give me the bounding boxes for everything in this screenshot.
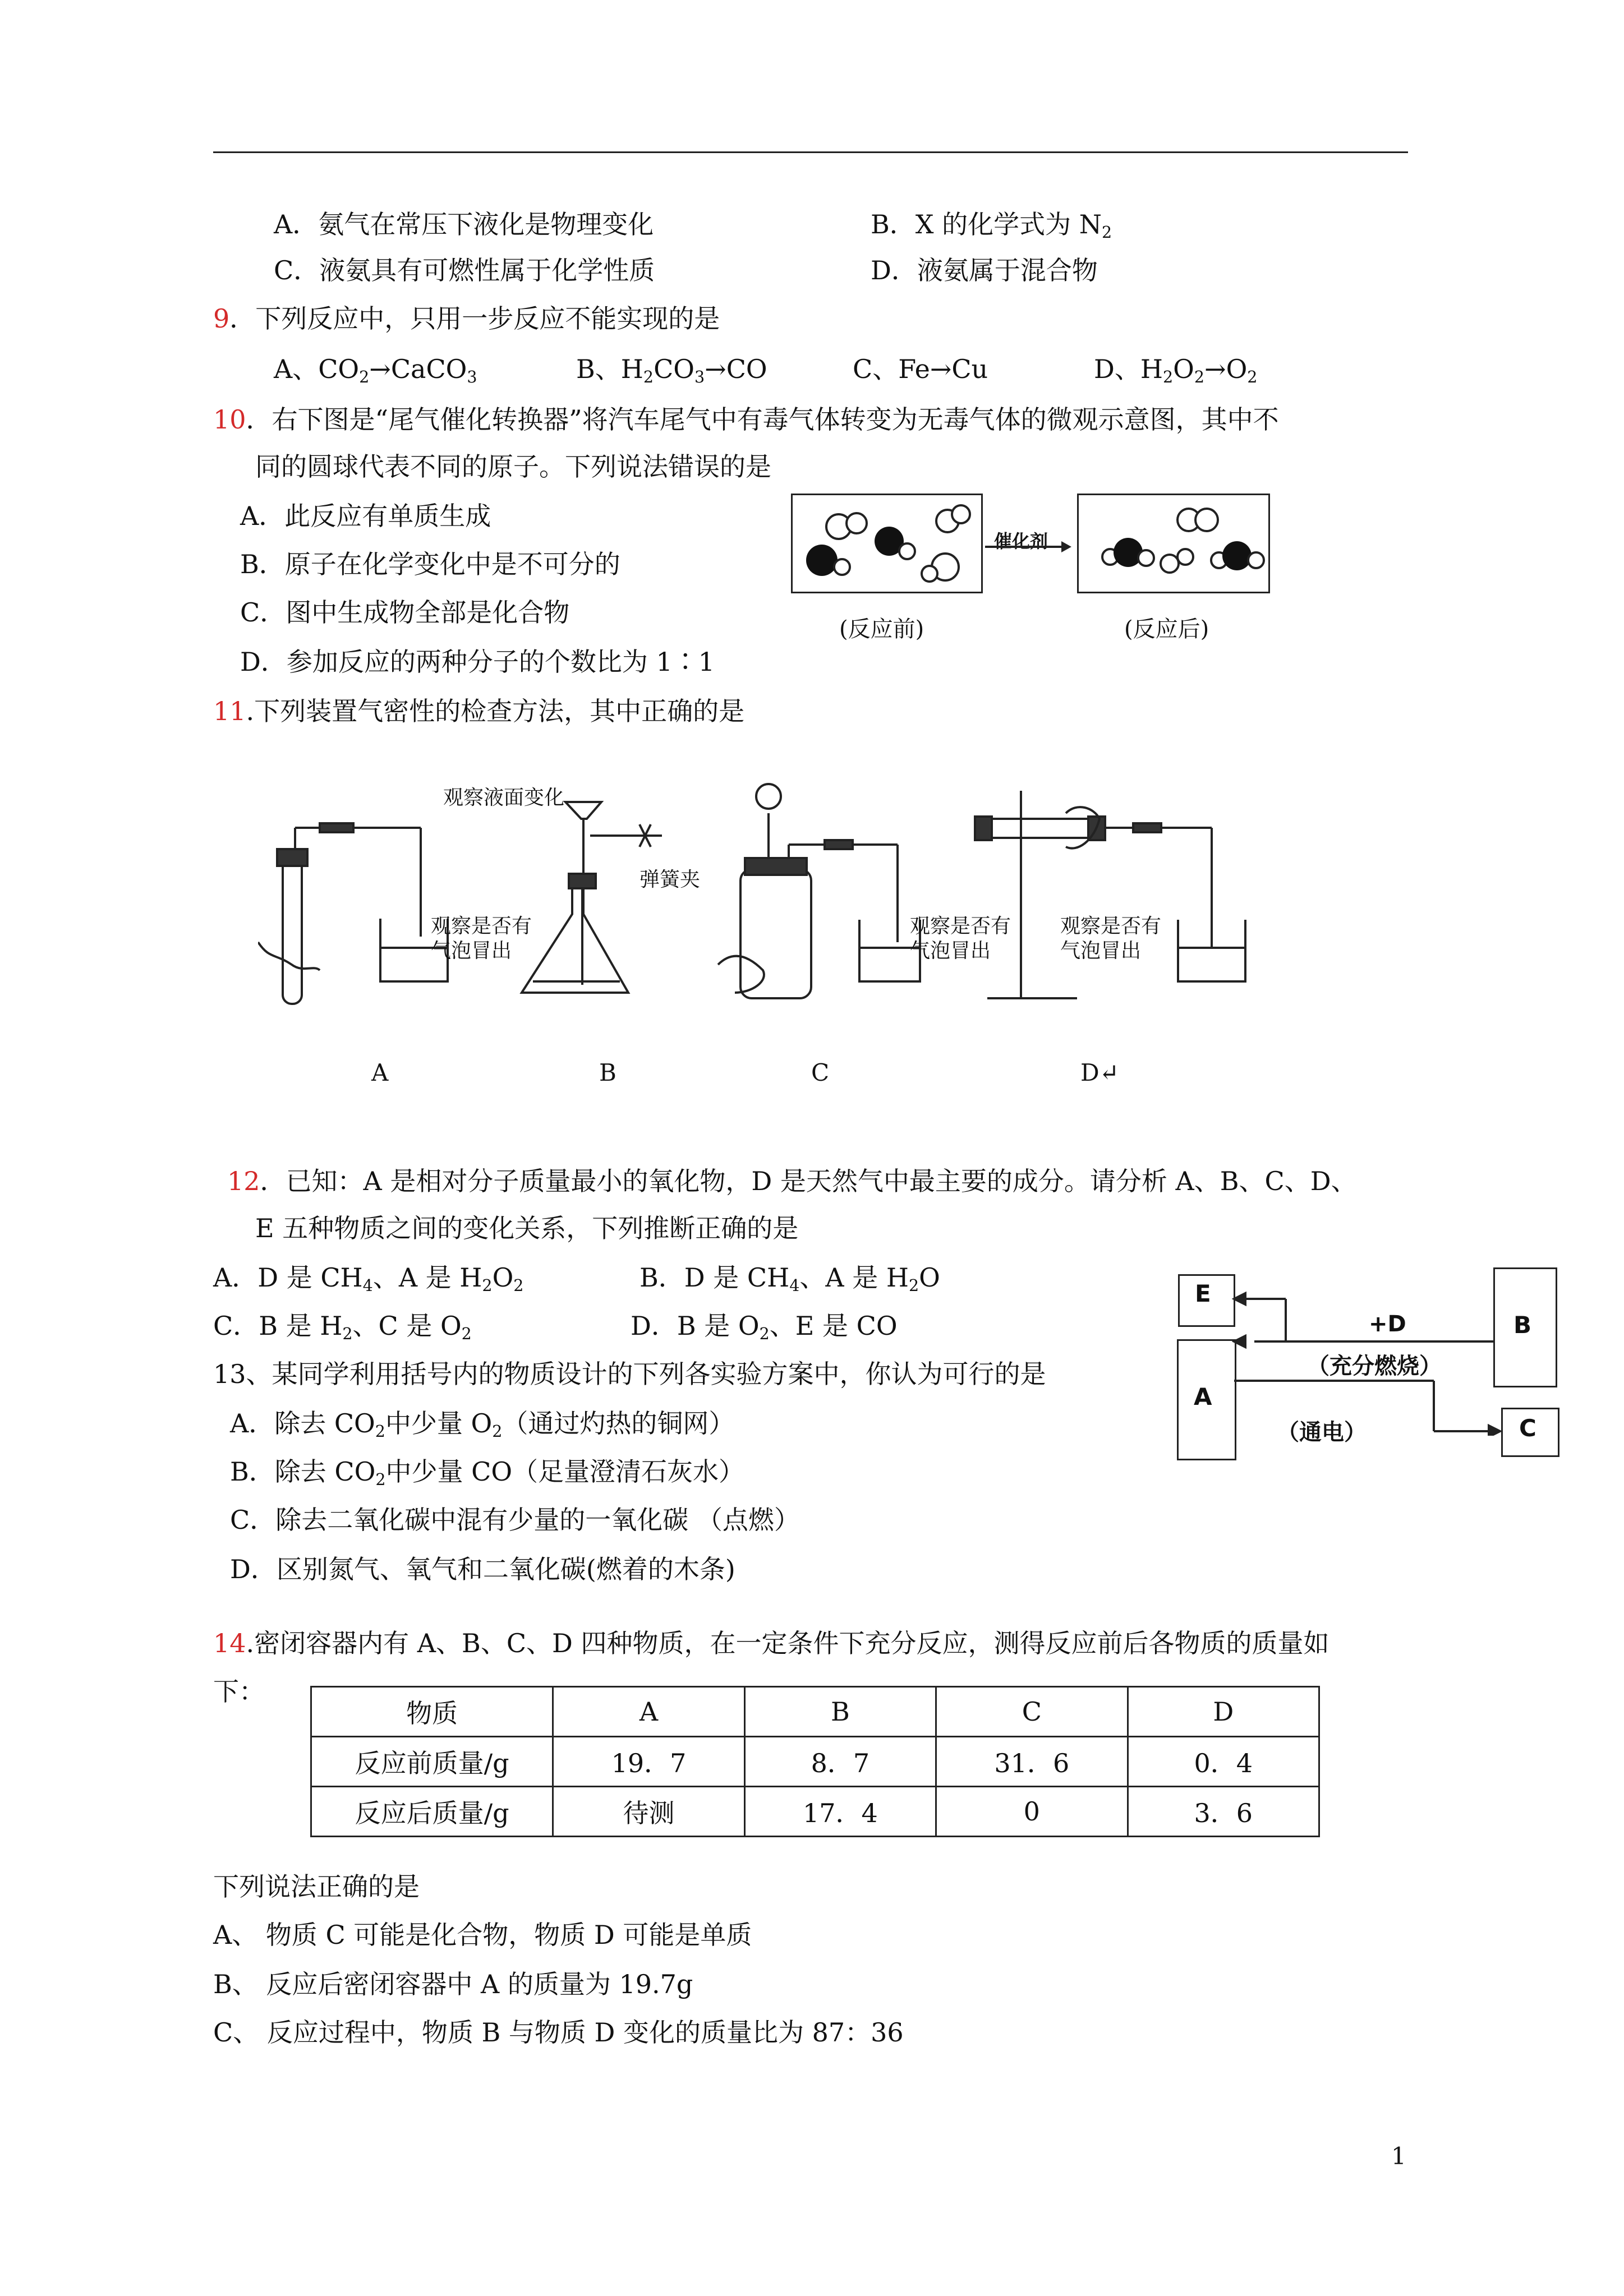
q12-option-b: B．D 是 $CH_4$、A 是 $H_2O$ — [640, 1262, 940, 1295]
table-cell: 31．6 — [936, 1737, 1128, 1787]
q14-option-a: A、 物质 C 可能是化合物，物质 D 可能是单质 — [213, 1920, 752, 1950]
caption-before: (反应前) — [839, 616, 924, 642]
q14-option-b: B、 反应后密闭容器中 A 的质量为 19.7g — [213, 1969, 693, 1999]
table-cell: 待测 — [553, 1787, 744, 1837]
header-rule — [213, 151, 1408, 153]
q13-option-b: B．除去 $CO_2$中少量 CO（足量澄清石灰水） — [230, 1456, 745, 1489]
q14-stem-line2: 下： — [213, 1676, 265, 1707]
arrow-label-burn: （充分燃烧） — [1307, 1353, 1442, 1379]
catalyst-arrow-icon — [983, 538, 1073, 555]
table-header-row — [311, 1687, 1319, 1737]
q9-stem: 9．下列反应中，只用一步反应不能实现的是 — [213, 303, 720, 334]
arrow-label-plus-d: +D — [1369, 1311, 1406, 1337]
airtightness-apparatus-figure — [258, 780, 1257, 1021]
q13-stem: 13、某同学利用括号内的物质设计的下列各实验方案中，你认为可行的是 — [213, 1359, 1046, 1389]
table-row — [311, 1737, 1319, 1787]
table-cell: 0．4 — [1128, 1737, 1319, 1787]
box-e-label: E — [1195, 1280, 1211, 1307]
q10-option-d: D．参加反应的两种分子的个数比为 1∶1 — [240, 647, 715, 677]
mass-table — [310, 1686, 1320, 1837]
q9-option-a: A、$CO_2\to CaCO_3$ — [274, 354, 477, 386]
q11-stem: 11.下列装置气密性的检查方法，其中正确的是 — [213, 696, 745, 726]
q12-stem-line2: E 五种物质之间的变化关系，下列推断正确的是 — [255, 1213, 799, 1243]
table-header-cell: A — [553, 1687, 744, 1737]
label-bubbles-a: 观察是否有 气泡冒出 — [431, 915, 532, 962]
label-bubbles-d: 观察是否有 气泡冒出 — [1060, 915, 1162, 962]
apparatus-letter-a: A — [371, 1059, 389, 1086]
q8-option-c: C．液氨具有可燃性属于化学性质 — [274, 255, 655, 285]
box-a-label: A — [1194, 1383, 1212, 1410]
catalyst-label: 催化剂 — [994, 531, 1048, 552]
q10-option-a: A．此反应有单质生成 — [240, 501, 491, 531]
table-cell: 8．7 — [744, 1737, 936, 1787]
q14-option-c: C、 反应过程中，物质 B 与物质 D 变化的质量比为 87：36 — [213, 2017, 904, 2048]
table-header-cell: B — [744, 1687, 936, 1737]
q12-option-a: A．D 是 $CH_4$、A 是 $H_2O_2$ — [213, 1262, 524, 1295]
table-cell: 19．7 — [553, 1737, 744, 1787]
label-spring-clip: 弹簧夹 — [640, 868, 701, 891]
q8-option-d: D．液氨属于混合物 — [871, 255, 1098, 285]
q12-option-d: D．B 是 $O_2$、E 是 CO — [631, 1311, 898, 1343]
molecules-after — [1079, 495, 1268, 592]
q14-number: 14 — [213, 1628, 246, 1658]
page-number: 1 — [1391, 2142, 1406, 2170]
q10-option-b: B．原子在化学变化中是不可分的 — [240, 549, 620, 579]
q9-number: 9 — [213, 303, 230, 334]
q14-stem-line1: 14.密闭容器内有 A、B、C、D 四种物质，在一定条件下充分反应，测得反应前后各物质的质量如 — [213, 1628, 1329, 1658]
q10-stem-line2: 同的圆球代表不同的原子。下列说法错误的是 — [255, 451, 771, 482]
reaction-after-box — [1077, 494, 1270, 593]
q12-option-c: C．B 是 $H_2$、C 是 $O_2$ — [213, 1311, 472, 1343]
q13-option-d: D．区别氮气、氧气和二氧化碳(燃着的木条) — [230, 1554, 735, 1584]
caption-after: (反应后) — [1124, 616, 1209, 642]
q10-stem-line1: 10．右下图是“尾气催化转换器”将汽车尾气中有毒气体转变为无毒气体的微观示意图，其中不 — [213, 404, 1279, 435]
apparatus-letter-d: D↵ — [1080, 1059, 1119, 1086]
box-c-label: C — [1519, 1414, 1536, 1442]
q8-option-b: B．X 的化学式为 $N_2$ — [871, 209, 1112, 242]
molecules-before — [793, 495, 981, 592]
label-bubbles-c: 观察是否有 气泡冒出 — [910, 915, 1011, 962]
table-cell: 17．4 — [744, 1787, 936, 1837]
q14-prompt: 下列说法正确的是 — [213, 1871, 420, 1902]
table-header-cell: D — [1128, 1687, 1319, 1737]
apparatus-letter-c: C — [811, 1059, 830, 1086]
table-header-cell: C — [936, 1687, 1128, 1737]
apparatus-letter-b: B — [599, 1059, 617, 1086]
q8-option-a: A．氨气在常压下液化是物理变化 — [274, 209, 654, 239]
table-cell: 反应后质量/g — [311, 1787, 553, 1837]
q13-option-a: A．除去 $CO_2$中少量 $O_2$（通过灼热的铜网） — [230, 1408, 735, 1441]
q9-option-d: D、$H_2O_2\to O_2$ — [1094, 354, 1258, 386]
label-observe-liquid: 观察液面变化 — [443, 786, 565, 809]
table-row — [311, 1787, 1319, 1837]
table-cell: 反应前质量/g — [311, 1737, 553, 1787]
q13-option-c: C．除去二氧化碳中混有少量的一氧化碳 （点燃） — [230, 1505, 800, 1535]
table-cell: 0 — [936, 1787, 1128, 1837]
q10-number: 10 — [213, 404, 246, 435]
q12-stem-line1: 12．已知：A 是相对分子质量最小的氧化物，D 是天然气中最主要的成分。请分析 A、B、C、D、 — [227, 1166, 1357, 1196]
reaction-before-box — [791, 494, 983, 593]
arrow-label-electrolysis: （通电） — [1277, 1419, 1367, 1445]
q9-option-b: B、$H_2CO_3\to CO$ — [576, 354, 767, 386]
q9-option-c: C、Fe→Cu — [853, 354, 988, 384]
box-b-label: B — [1513, 1311, 1532, 1339]
table-header-cell: 物质 — [311, 1687, 553, 1737]
q12-number: 12 — [227, 1166, 260, 1196]
q10-option-c: C．图中生成物全部是化合物 — [240, 597, 570, 628]
q11-number: 11 — [213, 696, 246, 726]
table-cell: 3．6 — [1128, 1787, 1319, 1837]
